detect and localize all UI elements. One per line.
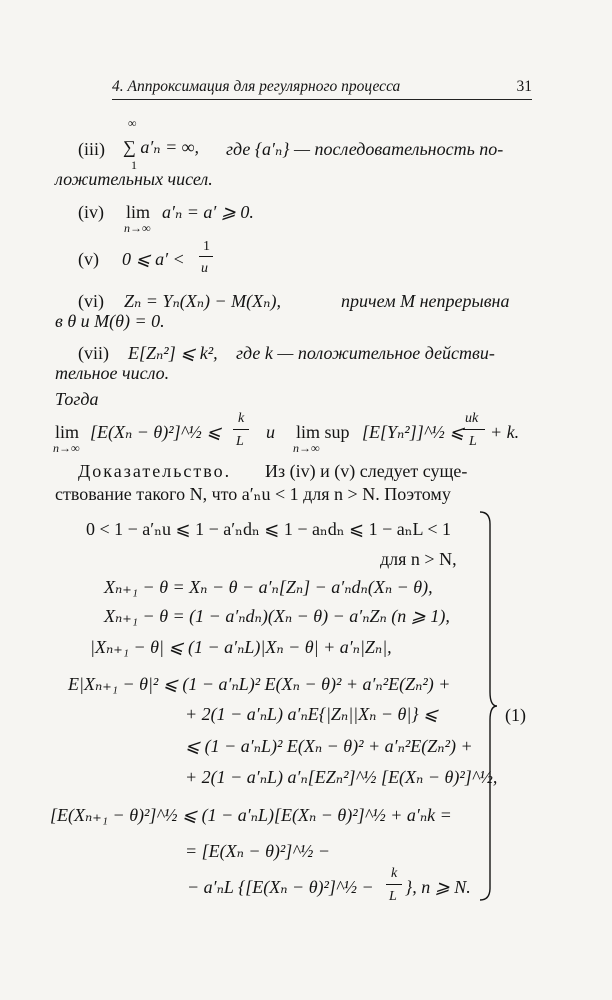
- conclusion-frac1-bar: [233, 429, 249, 430]
- sum-lower-limit: 1: [131, 158, 137, 172]
- condition-v-frac-num: 1: [203, 239, 210, 254]
- running-header: [112, 78, 532, 96]
- condition-vii-formula: E[Zₙ²] ⩽ k²,: [128, 343, 218, 363]
- equation-number: (1): [505, 705, 526, 725]
- system-eq-1b: для n > N,: [380, 549, 457, 569]
- condition-vii-text-cont: тельное число.: [55, 363, 170, 383]
- condition-vii-label: (vii): [78, 343, 109, 363]
- conclusion-right-expr: [E[Yₙ²]]^½ ⩽: [362, 422, 465, 442]
- system-eq-2: Xₙ₊₁ − θ = Xₙ − θ − a′ₙ[Zₙ] − a′ₙdₙ(Xₙ − θ),: [104, 577, 433, 597]
- conclusion-lim-sub: n→∞: [53, 441, 80, 455]
- condition-v-frac-bar: [199, 256, 213, 257]
- condition-vii-text: где k — положительное действи-: [236, 343, 495, 363]
- condition-iv-lim: lim: [126, 202, 151, 222]
- sum-upper-limit: ∞: [128, 116, 137, 130]
- system-eq-11-frac-bar: [386, 884, 402, 885]
- conclusion-left-expr: [E(Xₙ − θ)²]^½ ⩽: [90, 422, 222, 442]
- conclusion-and: и: [266, 422, 275, 442]
- conclusion-frac2-bar: [463, 429, 485, 430]
- system-eq-6: + 2(1 − a′ₙL) a′ₙE{|Zₙ||Xₙ − θ|} ⩽: [185, 704, 439, 724]
- system-eq-11-num: k: [391, 866, 398, 881]
- page-number: 31: [516, 78, 532, 95]
- proof-line-2: ствование такого N, что a′ₙu < 1 для n > N. Поэтому: [55, 484, 451, 504]
- conclusion-frac2-num: uk: [465, 411, 479, 426]
- conclusion-frac2-den: L: [469, 434, 477, 449]
- conclusion-lim-sup-sub: n→∞: [293, 441, 320, 455]
- system-eq-10: = [E(Xₙ − θ)²]^½ −: [185, 841, 331, 861]
- condition-vi-text-cont: в θ и M(θ) = 0.: [55, 311, 165, 331]
- conclusion-lim-sup: lim sup: [296, 422, 350, 442]
- header-rule: [112, 99, 532, 100]
- condition-vi-text: причем M непрерывна: [341, 291, 510, 311]
- condition-iv-lim-sub: n→∞: [124, 221, 151, 235]
- condition-v-formula: 0 ⩽ a′ <: [122, 249, 185, 269]
- condition-iii-label: (iii): [78, 139, 105, 159]
- system-eq-1: 0 < 1 − a′ₙu ⩽ 1 − a′ₙdₙ ⩽ 1 − aₙdₙ ⩽ 1 − aₙL < 1: [86, 519, 452, 539]
- proof-word: Доказательство.: [78, 461, 232, 481]
- condition-v-frac-den: u: [201, 261, 208, 276]
- condition-iii-text-cont: ложительных чисел.: [55, 169, 213, 189]
- proof-line-1: Из (iv) и (v) следует суще-: [265, 461, 468, 481]
- condition-iii-text: где {a′ₙ} — последовательность по-: [226, 139, 504, 159]
- system-eq-3: Xₙ₊₁ − θ = (1 − a′ₙdₙ)(Xₙ − θ) − a′ₙZₙ (n ⩾ 1),: [104, 606, 450, 626]
- system-eq-7: ⩽ (1 − a′ₙL)² E(Xₙ − θ)² + a′ₙ²E(Zₙ²) +: [185, 736, 473, 756]
- condition-iii-formula: ∑ a′ₙ = ∞,: [123, 137, 200, 157]
- system-eq-11-right: }, n ⩾ N.: [405, 877, 471, 897]
- condition-vi-label: (vi): [78, 291, 104, 311]
- condition-iv-formula: a′ₙ = a′ ⩾ 0.: [162, 202, 254, 222]
- conclusion-tail: + k.: [490, 422, 520, 442]
- running-title: 4. Аппроксимация для регулярного процесса: [112, 78, 401, 95]
- conclusion-lim: lim: [55, 422, 80, 442]
- system-eq-4: |Xₙ₊₁ − θ| ⩽ (1 − a′ₙL)|Xₙ − θ| + a′ₙ|Zₙ|,: [90, 637, 392, 657]
- condition-v-label: (v): [78, 249, 99, 269]
- then-word: Тогда: [55, 389, 99, 409]
- system-eq-8: + 2(1 − a′ₙL) a′ₙ[EZₙ²]^½ [E(Xₙ − θ)²]^½,: [185, 767, 498, 787]
- system-eq-11-left: − a′ₙL {[E(Xₙ − θ)²]^½ −: [187, 877, 374, 897]
- system-eq-5: E|Xₙ₊₁ − θ|² ⩽ (1 − a′ₙL)² E(Xₙ − θ)² + a′ₙ²E(Zₙ²) +: [68, 674, 451, 694]
- system-eq-9: [E(Xₙ₊₁ − θ)²]^½ ⩽ (1 − a′ₙL)[E(Xₙ − θ)²]^½ + a′ₙk =: [50, 805, 452, 825]
- conclusion-frac1-den: L: [236, 434, 244, 449]
- conclusion-frac1-num: k: [238, 411, 245, 426]
- system-eq-11-den: L: [389, 889, 397, 904]
- condition-iv-label: (iv): [78, 202, 104, 222]
- right-brace: [478, 510, 498, 902]
- condition-vi-formula: Zₙ = Yₙ(Xₙ) − M(Xₙ),: [124, 291, 281, 311]
